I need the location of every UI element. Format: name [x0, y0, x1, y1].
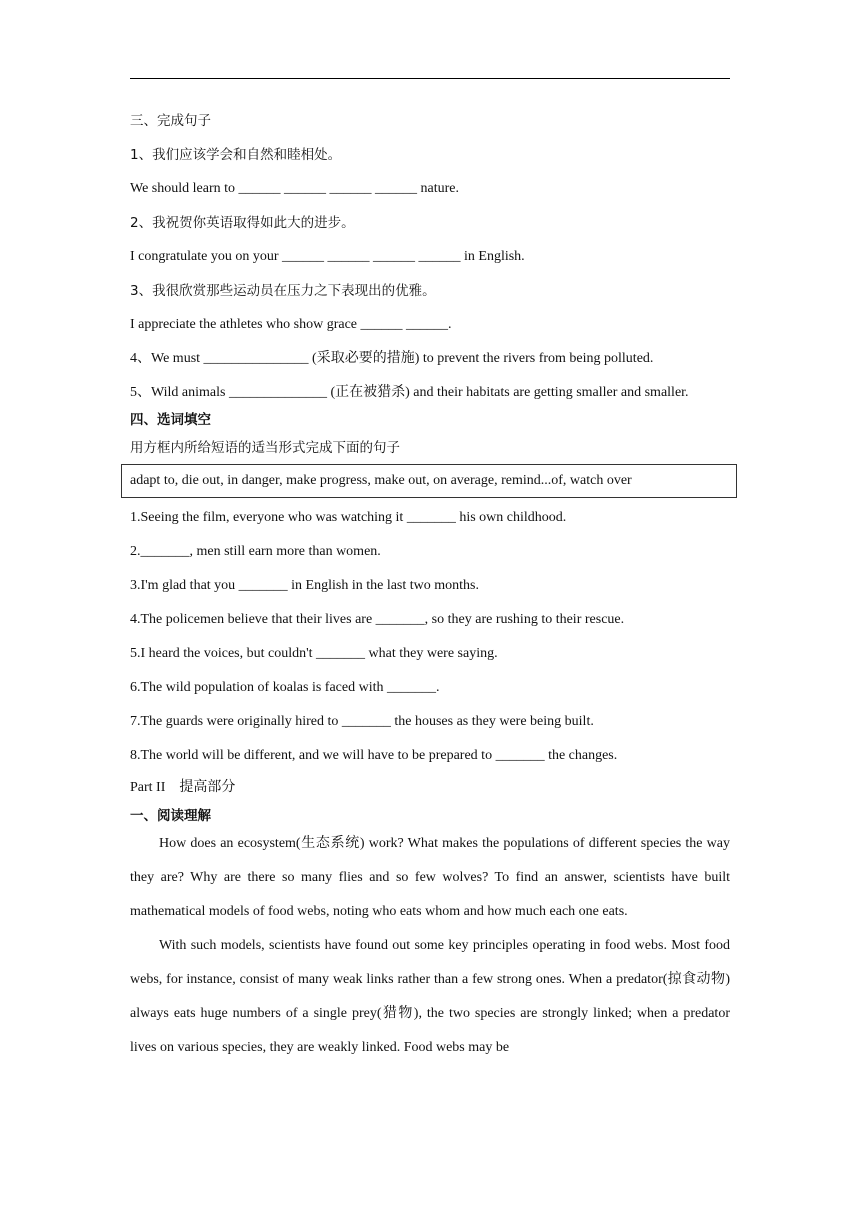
fill-item-1: 1.Seeing the film, everyone who was watching it _______ his own childhood.	[130, 510, 567, 525]
q3-english: I appreciate the athletes who show grace ______ ______.	[130, 317, 452, 332]
q3-chinese: 3、我很欣赏那些运动员在压力之下表现出的优雅。	[130, 283, 436, 299]
header-rule	[130, 78, 730, 79]
fill-item-7: 7.The guards were originally hired to _______ the houses as they were being built.	[130, 714, 594, 729]
fill-item-6: 6.The wild population of koalas is faced with _______.	[130, 680, 440, 695]
part2-heading: Part II 提高部分	[130, 780, 236, 795]
fill-item-4: 4.The policemen believe that their lives are _______, so they are rushing to their rescue.	[130, 612, 625, 627]
fill-item-3: 3.I'm glad that you _______ in English in the last two months.	[130, 578, 480, 593]
reading-paragraph-2: With such models, scientists have found out some key principles operating in food webs. Most food webs, for instance, consist of many weak links rather than a few strong ones. When a predator(掠食动物) always eats huge numbers of a single prey(猎物), the two species are strongly linked; when a predator lives on various species, they are weakly linked. Food webs may be	[130, 938, 730, 1055]
word-box	[121, 464, 737, 498]
q5-sentence: 5、Wild animals ______________ (正在被猎杀) and their habitats are getting smaller and smaller.	[130, 385, 689, 400]
fill-item-5: 5.I heard the voices, but couldn't _______ what they were saying.	[130, 646, 498, 661]
q2-english: I congratulate you on your ______ ______ ______ ______ in English.	[130, 249, 525, 264]
reading-heading: 一、阅读理解	[130, 808, 211, 824]
section3-heading: 三、完成句子	[130, 113, 211, 129]
section4-heading: 四、选词填空	[130, 412, 211, 428]
q2-chinese: 2、我祝贺你英语取得如此大的进步。	[130, 215, 355, 231]
reading-passage	[130, 827, 730, 1065]
q1-chinese: 1、我们应该学会和自然和睦相处。	[130, 147, 342, 163]
fill-item-8: 8.The world will be different, and we will have to be prepared to _______ the changes.	[130, 748, 618, 763]
fill-item-2: 2._______, men still earn more than women.	[130, 544, 381, 559]
word-box-text: adapt to, die out, in danger, make progress, make out, on average, remind...of, watch over	[130, 473, 632, 488]
q1-english: We should learn to ______ ______ ______ ______ nature.	[130, 181, 459, 196]
q4-sentence: 4、We must _______________ (采取必要的措施) to prevent the rivers from being polluted.	[130, 351, 654, 366]
reading-paragraph-1: How does an ecosystem(生态系统) work? What makes the populations of different species the way they are? Why are there so many flies and so few wolves? To find an answer, scientists have built mathematical models of food webs, noting who eats whom and how much each one eats.	[130, 836, 730, 919]
section4-instruction: 用方框内所给短语的适当形式完成下面的句子	[130, 440, 400, 456]
